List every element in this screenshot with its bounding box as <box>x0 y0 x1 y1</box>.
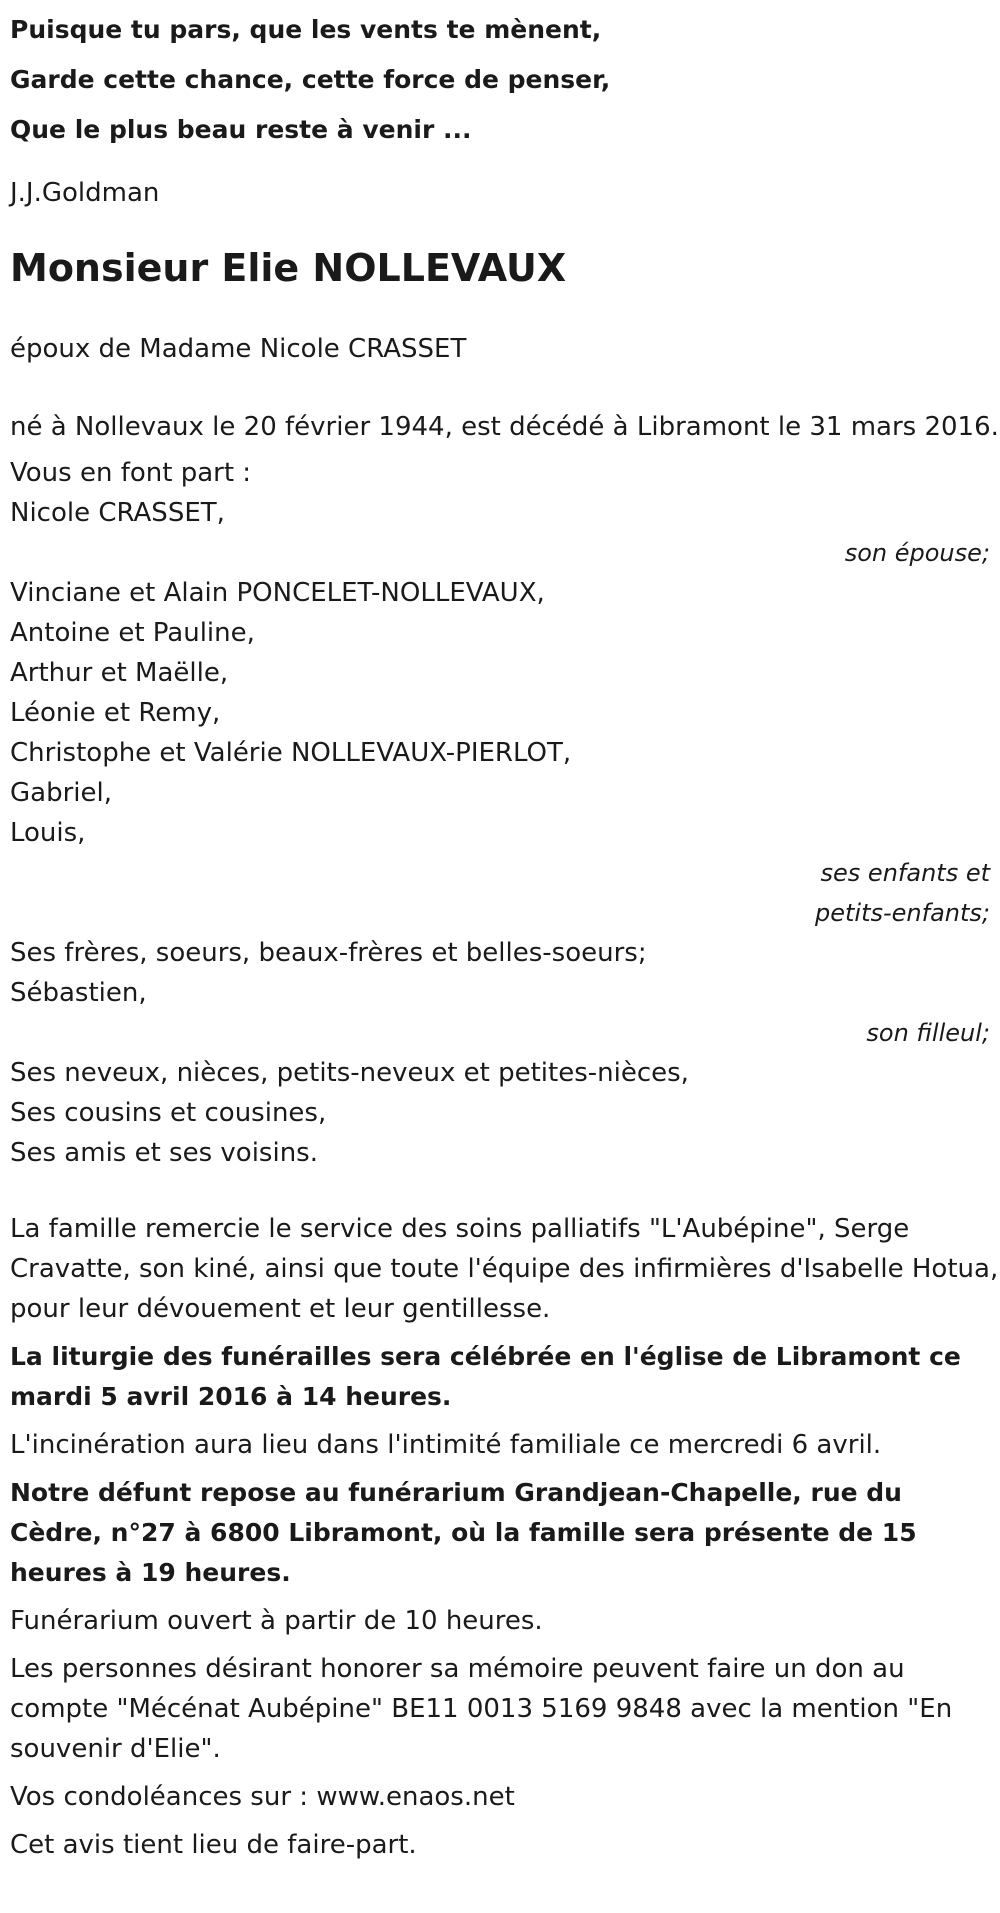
list-item: Arthur et Maëlle, <box>10 658 229 688</box>
list-item: Ses amis et ses voisins. <box>10 1138 318 1168</box>
birth-death-text: né à Nollevaux le 20 février 1944, est décédé à Libramont le 31 mars 2016. <box>10 412 999 442</box>
funerarium-paragraph: Notre défunt repose au funérarium Grandjean-Chapelle, rue du Cèdre, n°27 à 6800 Libramont, où la famille sera présente de 15 heures à 19 heures. <box>10 1478 917 1587</box>
list-item: Gabriel, <box>10 778 112 808</box>
notice-paragraph: Cet avis tient lieu de faire-part. <box>10 1830 417 1860</box>
cremation-paragraph: L'incinération aura lieu dans l'intimité familiale ce mercredi 6 avril. <box>10 1430 882 1460</box>
page-title: Monsieur Elie NOLLEVAUX <box>10 246 567 290</box>
open-hours-paragraph: Funérarium ouvert à partir de 10 heures. <box>10 1606 543 1636</box>
children-list <box>10 573 1000 853</box>
thanks-paragraph: La famille remercie le service des soins palliatifs "L'Aubépine", Serge Cravatte, son kiné, ainsi que toute l'équipe des infirmières d'Isabelle Hotua, pour leur dévouement et leur gentillesse. <box>10 1214 999 1324</box>
godson-role: son filleul; <box>866 1019 990 1047</box>
poem-line-1: Puisque tu pars, que les vents te mènent, <box>10 15 602 44</box>
poem-line-2: Garde cette chance, cette force de penser, <box>10 65 611 94</box>
list-item: Louis, <box>10 818 86 848</box>
poem-author: J.J.Goldman <box>10 178 160 208</box>
children-role-line-1: ses enfants et <box>820 859 990 887</box>
list-item: Antoine et Pauline, <box>10 618 255 648</box>
spouse-role: son épouse; <box>844 539 990 567</box>
list-item: Ses cousins et cousines, <box>10 1098 327 1128</box>
list-item: Léonie et Remy, <box>10 698 221 728</box>
donation-paragraph: Les personnes désirant honorer sa mémoire peuvent faire un don au compte "Mécénat Aubépine" BE11 0013 5169 9848 avec la mention "En souvenir d'Elie". <box>10 1654 953 1764</box>
siblings-line: Ses frères, soeurs, beaux-frères et belles-soeurs; <box>10 938 647 968</box>
spouse-line: époux de Madame Nicole CRASSET <box>10 334 467 364</box>
list-item: Ses neveux, nièces, petits-neveux et petites-nièces, <box>10 1058 689 1088</box>
announce-text: Vous en font part : <box>10 458 252 488</box>
condolences-paragraph: Vos condoléances sur : www.enaos.net <box>10 1782 515 1812</box>
spouse-name: Nicole CRASSET, <box>10 498 225 528</box>
poem-line-3: Que le plus beau reste à venir ... <box>10 115 472 144</box>
others-list <box>10 1053 1000 1173</box>
godson-name: Sébastien, <box>10 978 147 1008</box>
liturgy-paragraph: La liturgie des funérailles sera célébrée en l'église de Libramont ce mardi 5 avril 2016 à 14 heures. <box>10 1342 961 1411</box>
children-role-line-2: petits-enfants; <box>815 899 990 927</box>
list-item: Vinciane et Alain PONCELET-NOLLEVAUX, <box>10 578 545 608</box>
list-item: Christophe et Valérie NOLLEVAUX-PIERLOT, <box>10 738 572 768</box>
